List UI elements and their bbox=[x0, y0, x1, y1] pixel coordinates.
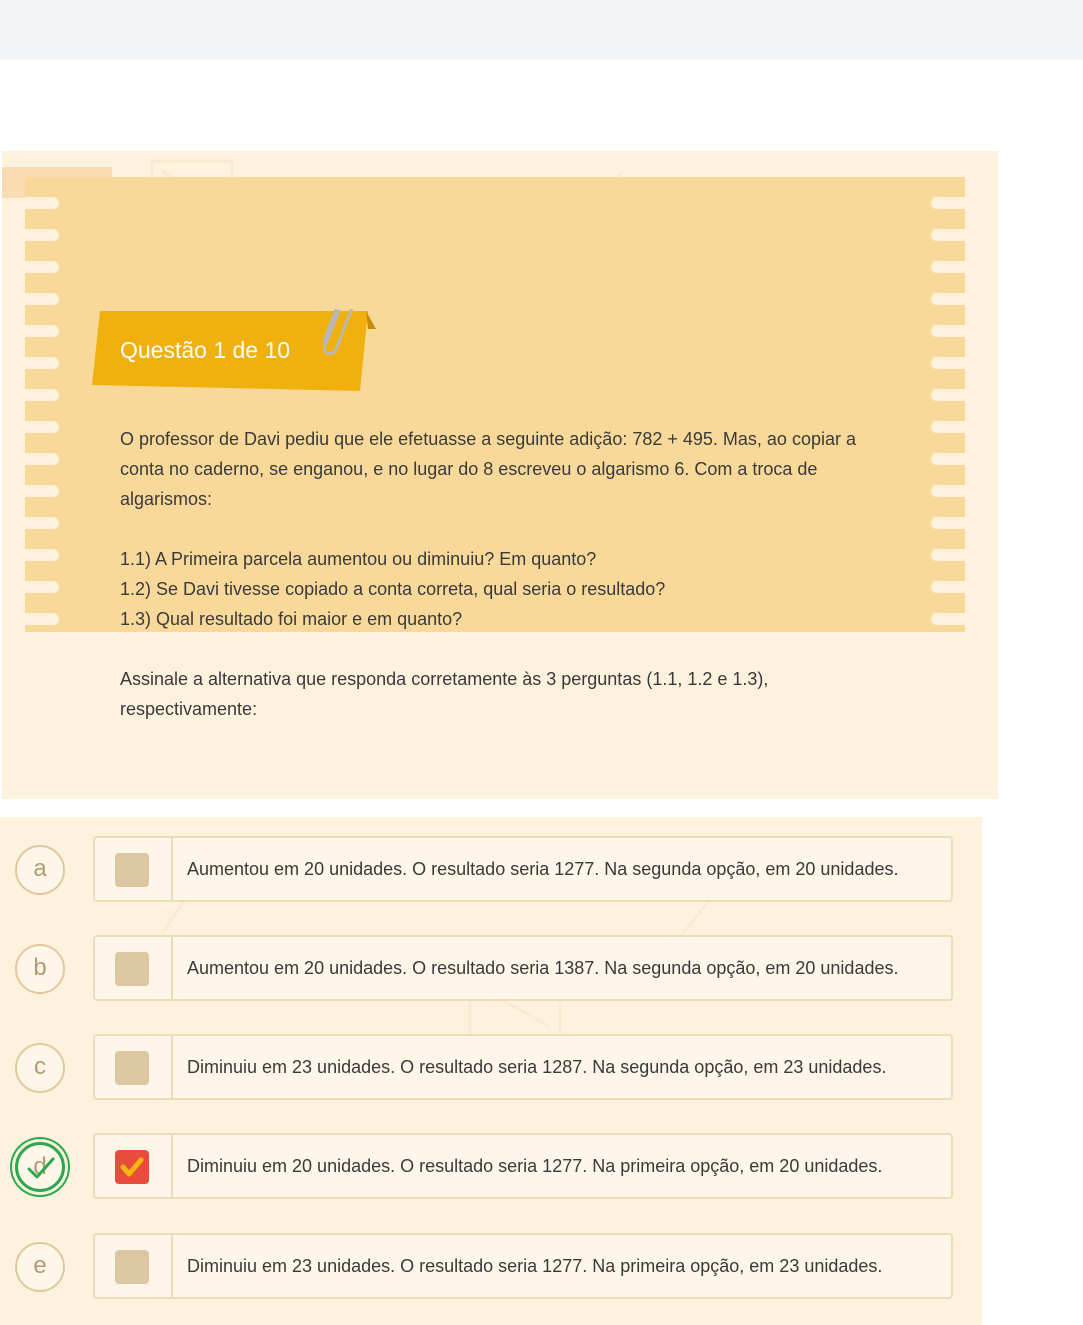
option-e-letter[interactable]: e bbox=[15, 1242, 65, 1292]
notebook-ring bbox=[931, 357, 965, 369]
notebook-ring bbox=[931, 453, 965, 465]
notebook-ring bbox=[931, 517, 965, 529]
notebook-ring bbox=[25, 261, 59, 273]
option-a-letter[interactable]: a bbox=[15, 845, 65, 895]
notebook-rings-right bbox=[925, 187, 965, 627]
option-d-checkbox[interactable] bbox=[115, 1150, 149, 1184]
notebook-ring bbox=[25, 485, 59, 497]
option-d-letter-text: d bbox=[33, 1153, 47, 1180]
option-b[interactable] bbox=[93, 935, 953, 1001]
option-c[interactable] bbox=[93, 1034, 953, 1100]
option-a-text[interactable]: Aumentou em 20 unidades. O resultado seria 1277. Na segunda opção, em 20 unidades. bbox=[187, 859, 899, 879]
option-c-check-cell[interactable] bbox=[95, 1036, 173, 1098]
option-e[interactable] bbox=[93, 1233, 953, 1299]
notebook-ring bbox=[25, 613, 59, 625]
notebook-ring bbox=[25, 453, 59, 465]
option-d-letter[interactable] bbox=[15, 1142, 65, 1192]
notebook-ring bbox=[25, 357, 59, 369]
question-header: Questão 1 de 10 bbox=[120, 337, 291, 363]
question-intro: O professor de Davi pediu que ele efetuasse a seguinte adição: 782 + 495. Mas, ao copiar a conta no caderno, se enganou, e no lugar do 8 escreveu o algarismo 6. Com a troca de algarismos: bbox=[120, 429, 856, 509]
option-e-text[interactable]: Diminuiu em 23 unidades. O resultado seria 1277. Na primeira opção, em 23 unidades. bbox=[187, 1256, 883, 1276]
checkmark-icon bbox=[115, 1150, 149, 1184]
question-instruction: Assinale a alternativa que responda corretamente às 3 perguntas (1.1, 1.2 e 1.3), respectivamente: bbox=[120, 669, 769, 719]
option-c-checkbox[interactable] bbox=[115, 1051, 149, 1085]
option-a-checkbox[interactable] bbox=[115, 853, 149, 887]
question-item: 1.2) Se Davi tivesse copiado a conta correta, qual seria o resultado? bbox=[120, 579, 666, 599]
notebook-ring bbox=[25, 517, 59, 529]
option-a-check-cell[interactable] bbox=[95, 838, 173, 900]
notebook-ring bbox=[931, 229, 965, 241]
option-d-check-cell[interactable] bbox=[95, 1135, 173, 1197]
notebook-ring bbox=[25, 197, 59, 209]
notebook-ring bbox=[25, 421, 59, 433]
notebook-ring bbox=[25, 293, 59, 305]
notebook-ring bbox=[25, 389, 59, 401]
notebook-ring bbox=[931, 389, 965, 401]
notebook-ring bbox=[25, 549, 59, 561]
option-c-letter[interactable]: c bbox=[15, 1043, 65, 1093]
question-item: 1.3) Qual resultado foi maior e em quanto? bbox=[120, 609, 463, 629]
correct-tick-icon bbox=[26, 1153, 56, 1183]
option-e-check-cell[interactable] bbox=[95, 1235, 173, 1297]
notebook-ring bbox=[25, 325, 59, 337]
question-item: 1.1) A Primeira parcela aumentou ou diminuiu? Em quanto? bbox=[120, 549, 597, 569]
notebook-ring bbox=[931, 485, 965, 497]
question-body bbox=[120, 424, 880, 724]
notebook-ring bbox=[931, 261, 965, 273]
option-d[interactable] bbox=[93, 1133, 953, 1199]
notebook-ring bbox=[25, 581, 59, 593]
option-b-letter[interactable]: b bbox=[15, 944, 65, 994]
option-b-text[interactable]: Aumentou em 20 unidades. O resultado seria 1387. Na segunda opção, em 20 unidades. bbox=[187, 958, 899, 978]
option-e-checkbox[interactable] bbox=[115, 1250, 149, 1284]
notebook-ring bbox=[25, 229, 59, 241]
option-a[interactable] bbox=[93, 836, 953, 902]
notebook-ring bbox=[931, 581, 965, 593]
option-b-checkbox[interactable] bbox=[115, 952, 149, 986]
notebook-ring bbox=[931, 293, 965, 305]
notebook-ring bbox=[931, 421, 965, 433]
option-d-text[interactable]: Diminuiu em 20 unidades. O resultado seria 1277. Na primeira opção, em 20 unidades. bbox=[187, 1156, 883, 1176]
notebook-ring bbox=[931, 197, 965, 209]
top-bar bbox=[0, 0, 1083, 60]
notebook-ring bbox=[931, 549, 965, 561]
option-c-text[interactable]: Diminuiu em 23 unidades. O resultado seria 1287. Na segunda opção, em 23 unidades. bbox=[187, 1057, 887, 1077]
notebook-ring bbox=[931, 325, 965, 337]
notebook-ring bbox=[931, 613, 965, 625]
option-b-check-cell[interactable] bbox=[95, 937, 173, 999]
notebook-rings-left bbox=[25, 187, 65, 627]
